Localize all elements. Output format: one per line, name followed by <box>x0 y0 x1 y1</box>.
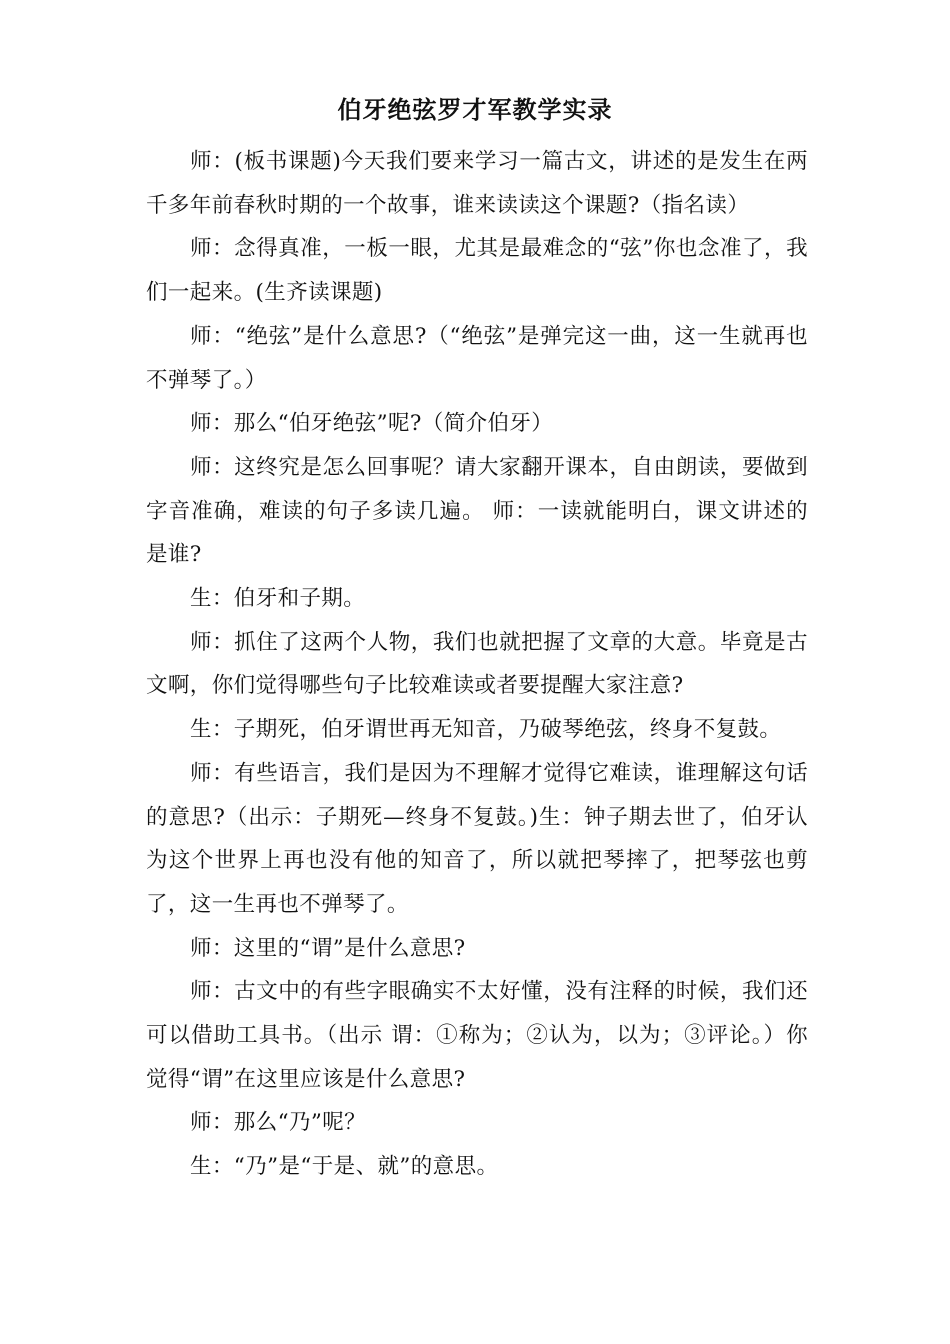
paragraph-12: 师：那么“乃”呢？ <box>190 1110 367 1136</box>
paragraph-10: 师：这里的“谓”是什么意思? <box>190 935 466 961</box>
document-body <box>146 140 808 1189</box>
paragraph-5: 师：这终究是怎么回事呢？请大家翻开课本，自由朗读，要做到字音准确，难读的句子多读几遍。 师：一读就能明白，课文讲述的是谁? <box>146 454 808 568</box>
paragraph-9: 师：有些语言，我们是因为不理解才觉得它难读，谁理解这句话的意思?（出示：子期死—终身不复鼓。)生：钟子期去世了，伯牙认为这个世界上再也没有他的知音了，所以就把琴摔了，把琴弦也剪了，这一生再也不弹琴了。 <box>146 760 808 917</box>
paragraph-6: 生：伯牙和子期。 <box>190 586 366 612</box>
paragraph-4: 师：那么“伯牙绝弦”呢?（简介伯牙） <box>190 411 554 437</box>
document-title: 伯牙绝弦罗才军教学实录 <box>337 95 613 124</box>
paragraph-3: 师：“绝弦”是什么意思?（“绝弦”是弹完这一曲，这一生就再也不弹琴了。） <box>146 323 808 393</box>
paragraph-13: 生：“乃”是“于是、就”的意思。 <box>190 1154 499 1180</box>
paragraph-1: 师：(板书课题)今天我们要来学习一篇古文，讲述的是发生在两千多年前春秋时期的一个故事，谁来读读这个课题?（指名读） <box>146 149 808 218</box>
paragraph-11: 师：古文中的有些字眼确实不太好懂，没有注释的时候，我们还可以借助工具书。（出示 谓：①称为；②认为，以为；③评论。）你觉得“谓”在这里应该是什么意思? <box>146 979 808 1092</box>
paragraph-7: 师：抓住了这两个人物，我们也就把握了文章的大意。毕竟是古文啊，你们觉得哪些句子比较难读或者要提醒大家注意? <box>146 629 808 699</box>
paragraph-8: 生：子期死，伯牙谓世再无知音，乃破琴绝弦，终身不复鼓。 <box>190 717 782 743</box>
paragraph-2: 师：念得真准，一板一眼，尤其是最难念的“弦”你也念准了，我们一起来。(生齐读课题) <box>146 236 808 306</box>
